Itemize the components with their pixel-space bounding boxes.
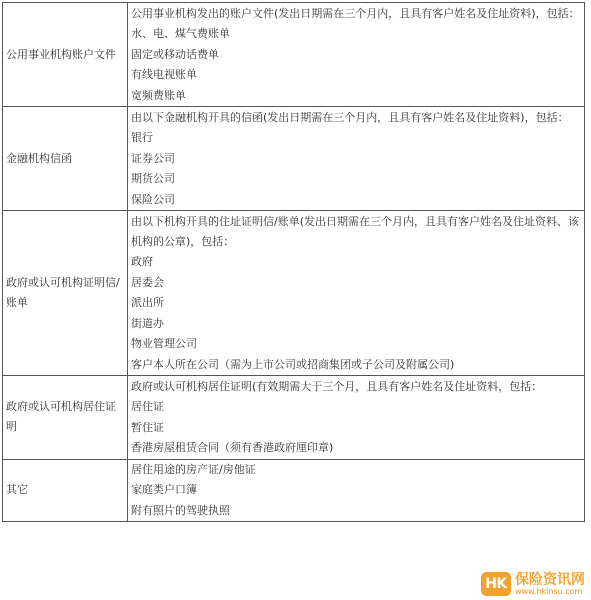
row-category: 公用事业机构账户文件: [3, 3, 128, 107]
row-category: 政府或认可机构居住证明: [3, 376, 128, 460]
list-item: 居住用途的房产证/房他证: [131, 462, 256, 476]
row-content: [128, 459, 585, 522]
list-item: 政府: [131, 255, 153, 268]
list-item: 银行: [131, 131, 153, 144]
row-category: 金融机构信函: [3, 107, 128, 211]
list-item: 香港房屋租赁合同（须有香港政府厘印章): [131, 441, 334, 454]
list-item: 宽频费账单: [131, 88, 186, 102]
list-item: 期货公司: [131, 172, 175, 185]
row-content: [128, 211, 585, 376]
list-item: 家庭类户口簿: [131, 483, 197, 496]
list-item: 街道办: [131, 316, 164, 330]
watermark-name: 保险资讯网: [515, 571, 585, 588]
list-item: 证券公司: [131, 151, 175, 165]
row-content: [128, 3, 585, 107]
hk-logo-icon: HK: [481, 572, 511, 596]
list-item: 居住证: [131, 400, 164, 413]
table-body: [3, 3, 585, 522]
site-watermark: [481, 571, 585, 597]
list-item: 水、电、煤气费账单: [131, 27, 230, 40]
row-description: 由以下金融机构开具的信函(发出日期需在三个月内，且具有客户姓名及住址资料)，包括：: [131, 111, 569, 124]
row-description: 公用事业机构发出的账户文件(发出日期需在三个月内，且具有客户姓名及住址资料)，包括：: [131, 7, 580, 20]
table-row: [3, 107, 585, 211]
list-item: 附有照片的驾驶执照: [131, 503, 230, 517]
list-item: 物业管理公司: [131, 337, 197, 350]
row-category: 其它: [3, 459, 128, 522]
list-item: 客户本人所在公司（需为上市公司或招商集团或子公司及附属公司): [131, 357, 455, 371]
row-description: 政府或认可机构居住证明(有效期需大于三个月，且具有客户姓名及住址资料，包括：: [131, 380, 543, 393]
table-row: [3, 3, 585, 107]
address-proof-table: [2, 2, 585, 522]
table-row: [3, 459, 585, 522]
list-item: 有线电视账单: [131, 68, 197, 81]
row-content: [128, 376, 585, 460]
table-row: [3, 376, 585, 460]
table-row: [3, 211, 585, 376]
watermark-url: www.hkinsu.com: [515, 586, 583, 596]
list-item: 派出所: [131, 296, 164, 309]
row-description: 由以下机构开具的住址证明信/账单(发出日期需在三个月内，且具有客户姓名及住址资料、该机构的公章)，包括：: [131, 215, 579, 248]
list-item: 暂住证: [131, 420, 164, 434]
list-item: 居委会: [131, 275, 164, 289]
list-item: 固定或移动话费单: [131, 47, 219, 61]
watermark-text: [515, 573, 585, 596]
list-item: 保险公司: [131, 192, 175, 206]
row-content: [128, 107, 585, 211]
row-category: 政府或认可机构证明信/ 账单: [3, 211, 128, 376]
